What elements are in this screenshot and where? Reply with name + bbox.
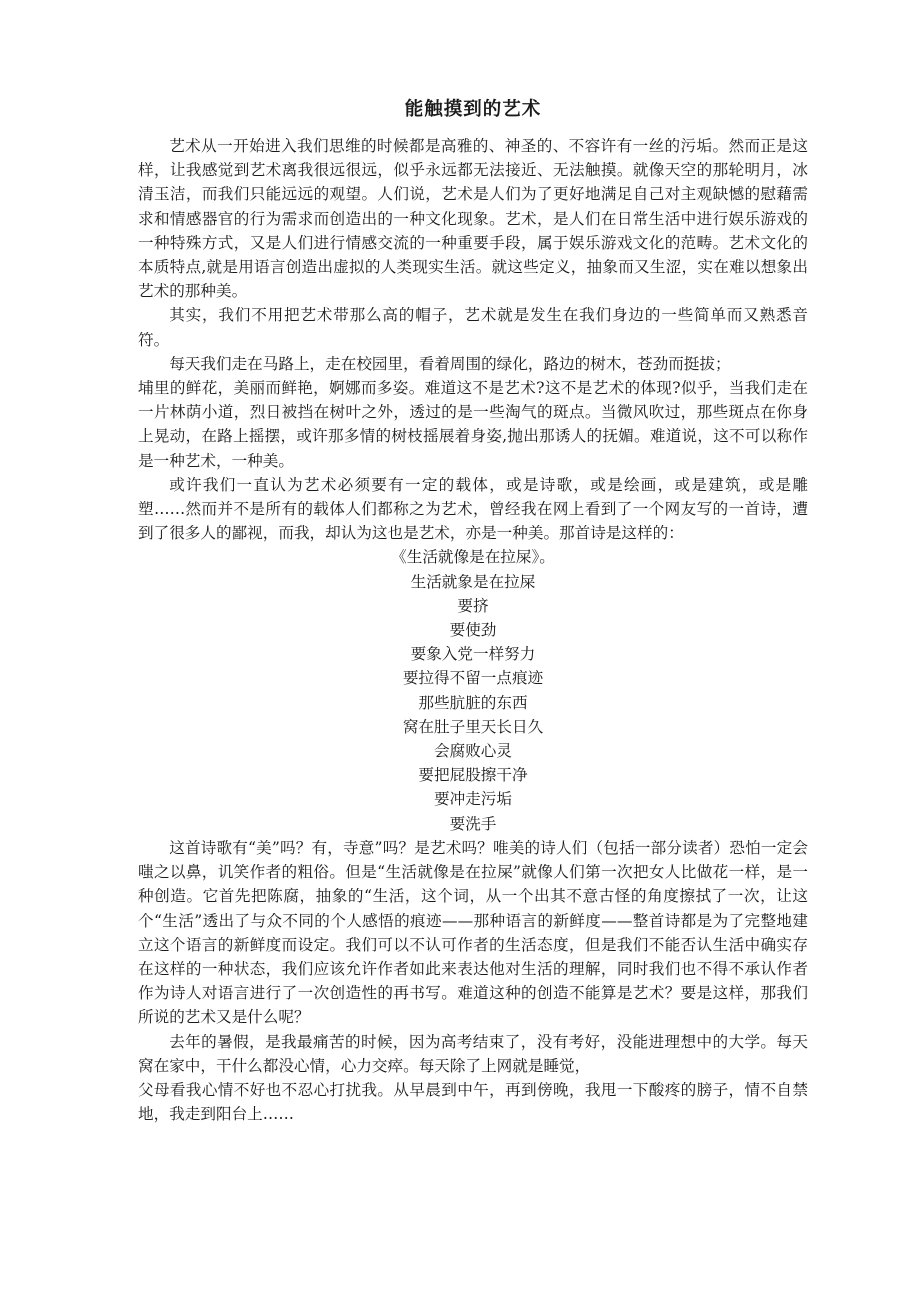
document-page: [138, 96, 808, 1126]
poem-line: 要把屁股擦干净: [418, 766, 528, 785]
paragraph-3b: 埔里的鲜花，美丽而鲜艳，婀娜而多姿。难道这不是艺术?这不是艺术的体现?似乎，当我们走在一片林荫小道，烈日被挡在树叶之外，透过的是一些淘气的斑点。当微风吹过，那些斑点在你身上晃动，在路上摇摆，或许那多情的树枝摇展着身姿,抛出那诱人的抚媚。难道说，这不可以称作是一种艺术，一种美。: [138, 379, 808, 470]
paragraph-1: 艺术从一开始进入我们思维的时候都是高雅的、神圣的、不容许有一丝的污垢。然而正是这样，让我感觉到艺术离我很远很远，似乎永远都无法接近、无法触摸。就像天空的那轮明月，冰清玉洁，而我们只能远远的观望。人们说，艺术是人们为了更好地满足自己对主观缺憾的慰藉需求和情感器官的行为需求而创造出的一种文化现象。艺术，是人们在日常生活中进行娱乐游戏的一种特殊方式，又是人们进行情感交流的一种重要手段，属于娱乐游戏文化的范畴。艺术文化的本质特点,就是用语言创造出虚拟的人类现实生活。就这些定义，抽象而又生涩，实在难以想象出艺术的那种美。: [138, 137, 808, 301]
poem-line: 那些肮脏的东西: [418, 693, 528, 712]
paragraph-4: 或许我们一直认为艺术必须要有一定的载体，或是诗歌，或是绘画，或是建筑，或是雕塑……然而并不是所有的载体人们都称之为艺术，曾经我在网上看到了一个网友写的一首诗，遭到了很多人的鄙视，而我，却认为这也是艺术，亦是一种美。那首诗是这样的：: [138, 475, 808, 543]
poem-line: 会腐败心灵: [434, 742, 512, 761]
paragraph-2: 其实，我们不用把艺术带那么高的帽子，艺术就是发生在我们身边的一些简单而又熟悉音符。: [138, 306, 808, 349]
poem-title: 《生活就像是在拉屎》。: [391, 548, 555, 567]
poem-line: 窝在肚子里天长日久: [402, 717, 544, 736]
poem-line: 要象入党一样努力: [410, 645, 536, 664]
paragraph-5: 这首诗歌有“美”吗？有，寺意”吗？是艺术吗？唯美的诗人们（包括一部分读者）恐怕一定会嗤之以鼻，讥笑作者的粗俗。但是“生活就像是在拉屎”就像人们第一次把女人比做花一样，是一种创造。它首先把陈腐，抽象的“生活，这个词，从一个出其不意古怪的角度擦拭了一次，让这个“生活”透出了与众不同的个人感悟的痕迹——那种语言的新鲜度——整首诗都是为了完整地建立这个语言的新鲜度而设定。我们可以不认可作者的生活态度，但是我们不能否认生活中确实存在这样的一种状态，我们应该允许作者如此来表达他对生活的理解，同时我们也不得不承认作者作为诗人对语言进行了一次创造性的再书写。难道这种的创造不能算是艺术？要是这样，那我们所说的艺术又是什么呢？: [138, 838, 808, 1027]
poem-line: 要洗手: [449, 814, 497, 833]
document-title: 能触摸到的艺术: [404, 99, 542, 120]
poem-line: 要冲走污垢: [434, 790, 512, 809]
poem-line: 要拉得不留一点痕迹: [402, 669, 544, 688]
poem: [138, 545, 808, 835]
paragraph-3a: 每天我们走在马路上，走在校园里，看着周围的绿化，路边的树木，苍劲而挺拔；: [169, 354, 731, 373]
poem-line: 生活就象是在拉屎: [410, 572, 536, 591]
poem-line: 要使劲: [449, 621, 497, 640]
poem-line: 要挤: [457, 596, 489, 615]
paragraph-6a: 去年的暑假，是我最痛苦的时候，因为高考结束了，没有考好，没能进理想中的大学。每天窝在家中，干什么都没心情，心力交瘁。每天除了上网就是睡觉，: [138, 1032, 808, 1075]
paragraph-6b: 父母看我心情不好也不忍心打扰我。从早晨到中午，再到傍晚，我甩一下酸疼的膀子，情不自禁地，我走到阳台上……: [138, 1080, 808, 1124]
